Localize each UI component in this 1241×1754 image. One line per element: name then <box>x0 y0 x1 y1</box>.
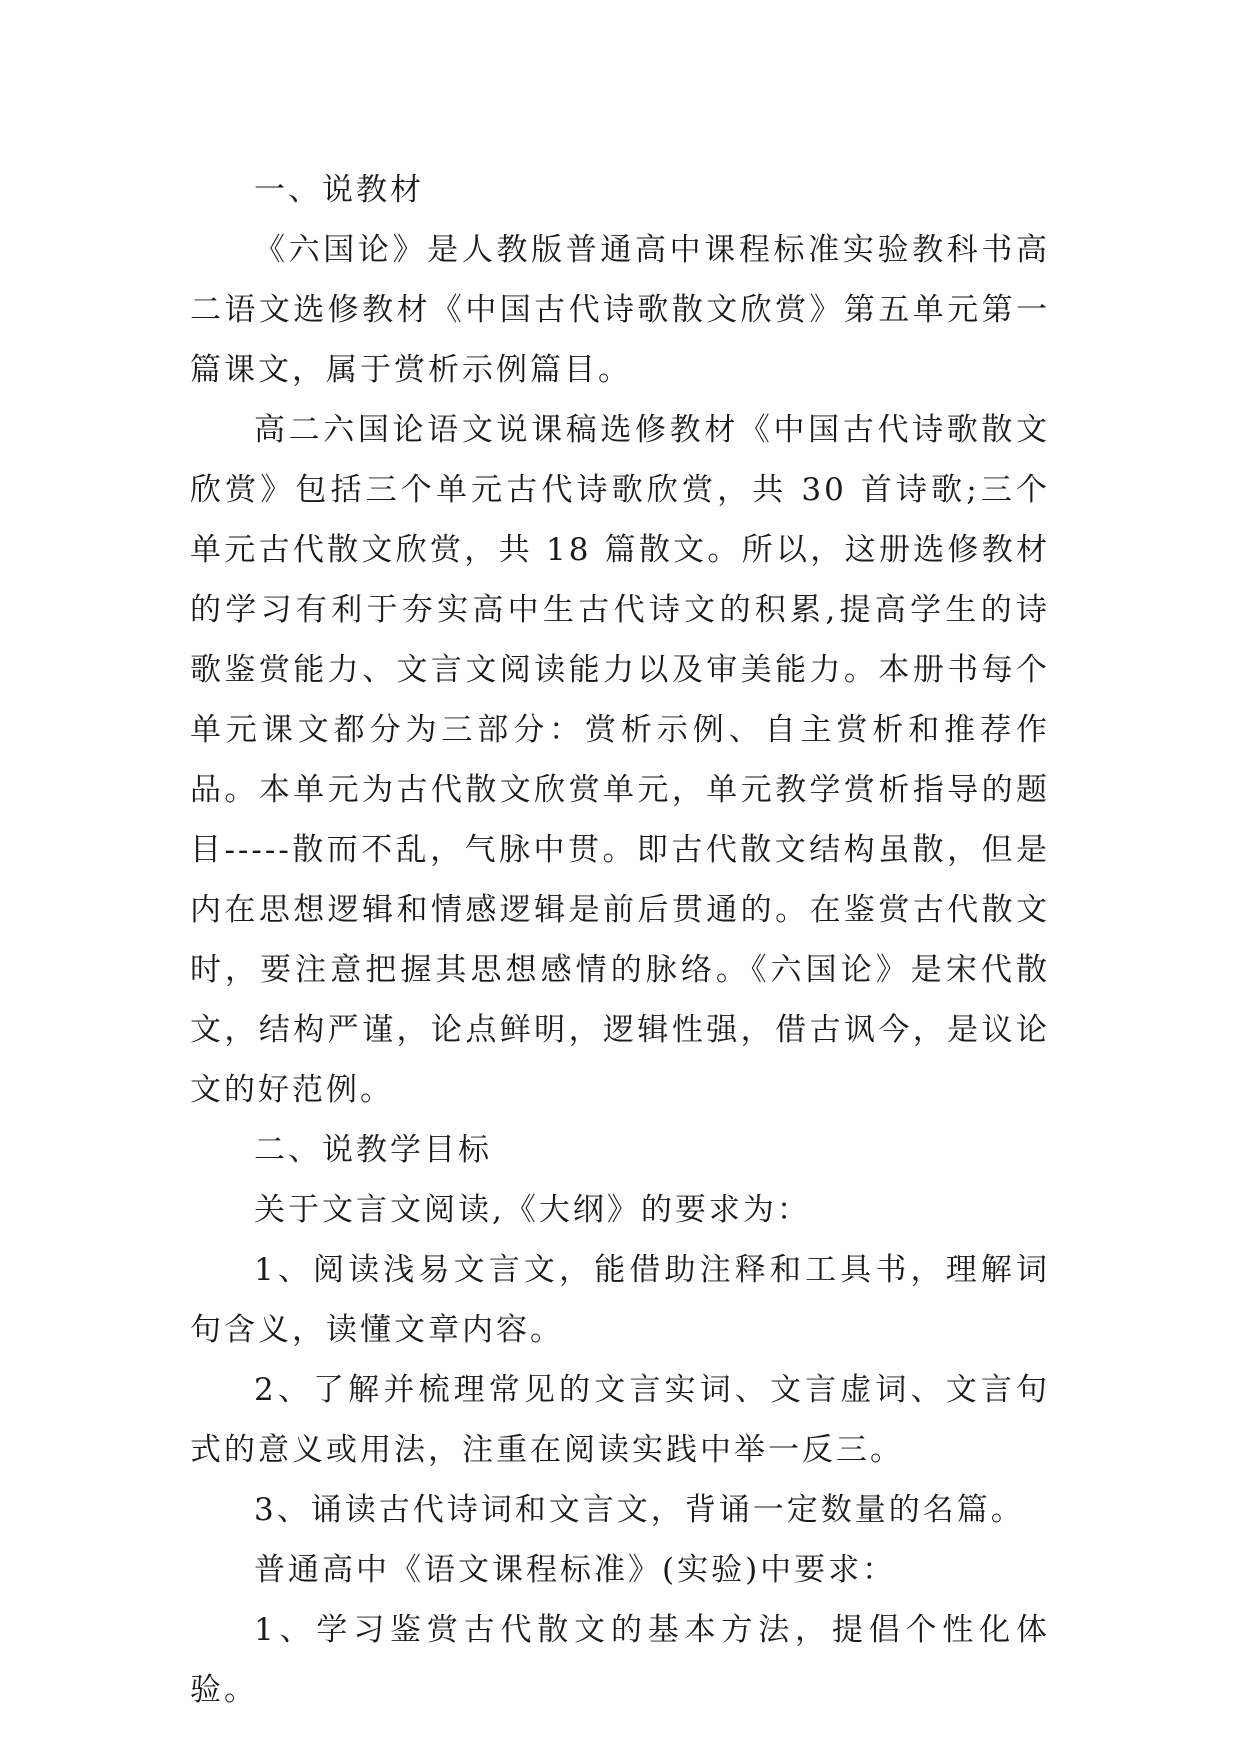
list-item-requirement-2: 2、了解并梳理常见的文言实词、文言虚词、文言句式的意义或用法，注重在阅读实践中举一反三。 <box>190 1372 1050 1468</box>
list-item-standard-1: 1、学习鉴赏古代散文的基本方法，提倡个性化体验。 <box>190 1612 1050 1708</box>
paragraph-curriculum-standard: 普通高中《语文课程标准》(实验)中要求： <box>254 1552 897 1588</box>
section-heading-objectives: 二、说教学目标 <box>254 1132 492 1168</box>
paragraph-intro: 《六国论》是人教版普通高中课程标准实验教科书高二语文选修教材《中国古代诗歌散文欣赏》第五单元第一篇课文，属于赏析示例篇目。 <box>190 232 1050 388</box>
list-item-requirement-3: 3、诵读古代诗词和文言文，背诵一定数量的名篇。 <box>254 1492 1025 1528</box>
paragraph-syllabus-requirements: 关于文言文阅读,《大纲》的要求为： <box>254 1192 811 1228</box>
paragraph-textbook-description: 高二六国论语文说课稿选修教材《中国古代诗歌散文欣赏》包括三个单元古代诗歌欣赏，共 30 首诗歌;三个单元古代散文欣赏，共 18 篇散文。所以，这册选修教材的学习有利于夯实高中生古代诗文的积累,提高学生的诗歌鉴赏能力、文言文阅读能力以及审美能力。本册书每个单元课文都分为三部分：赏析示例、自主赏析和推荐作品。本单元为古代散文欣赏单元，单元教学赏析指导的题目-----散而不乱，气脉中贯。即古代散文结构虽散，但是内在思想逻辑和情感逻辑是前后贯通的。在鉴赏古代散文时，要注意把握其思想感情的脉络。《六国论》是宋代散文，结构严谨，论点鲜明，逻辑性强，借古讽今，是议论文的好范例。 <box>190 412 1050 1108</box>
list-item-requirement-1: 1、阅读浅易文言文，能借助注释和工具书，理解词句含义，读懂文章内容。 <box>190 1252 1050 1348</box>
document-page <box>190 160 1050 1720</box>
section-heading-textbook: 一、说教材 <box>254 172 424 208</box>
